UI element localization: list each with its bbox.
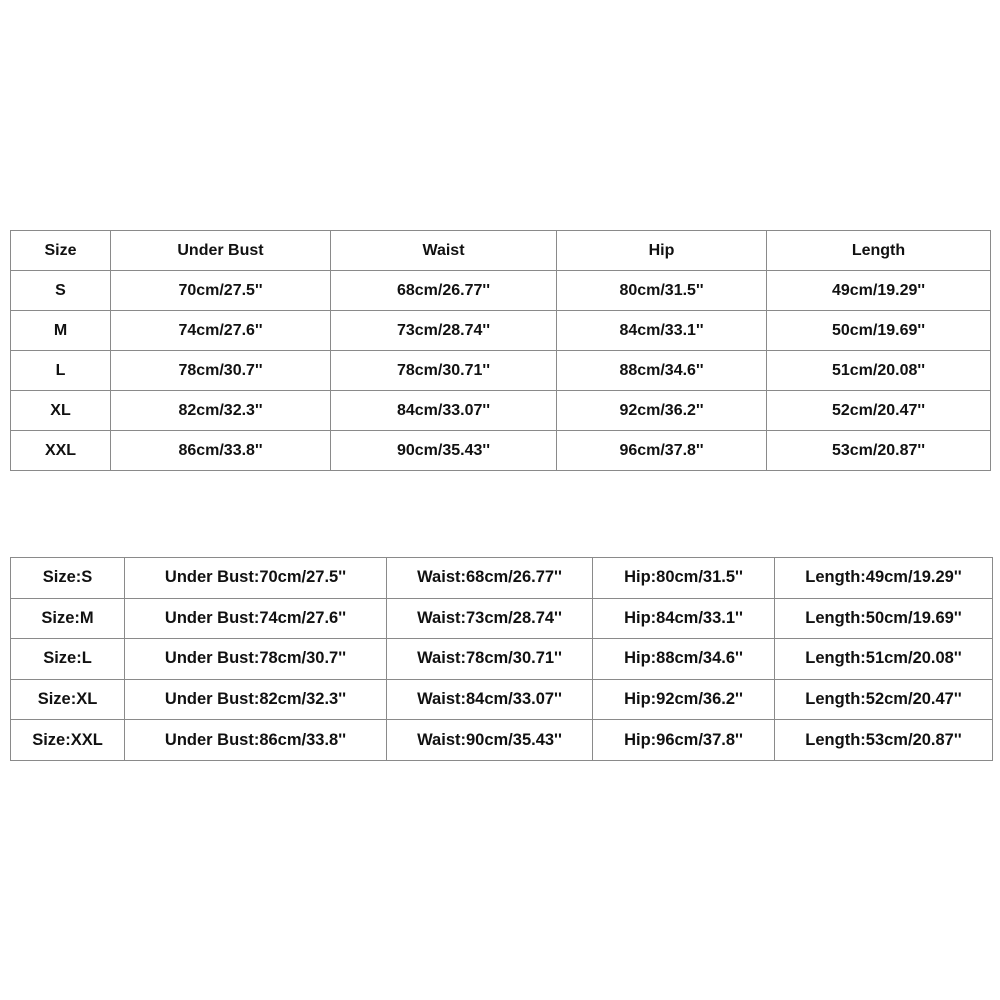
column-header-hip: Hip	[557, 231, 767, 271]
waist-cell: Waist:68cm/26.77''	[387, 558, 593, 599]
hip-cell: Hip:96cm/37.8''	[593, 720, 775, 761]
waist-cell: Waist:90cm/35.43''	[387, 720, 593, 761]
size-cell: Size:XL	[11, 679, 125, 720]
under-bust-cell: 86cm/33.8''	[111, 431, 331, 471]
table-row	[11, 271, 991, 311]
waist-cell: Waist:78cm/30.71''	[387, 639, 593, 680]
size-cell: M	[11, 311, 111, 351]
hip-cell: 88cm/34.6''	[557, 351, 767, 391]
table-row	[11, 720, 993, 761]
hip-cell: 96cm/37.8''	[557, 431, 767, 471]
length-cell: 50cm/19.69''	[767, 311, 991, 351]
under-bust-cell: 78cm/30.7''	[111, 351, 331, 391]
column-header-length: Length	[767, 231, 991, 271]
size-cell: Size:L	[11, 639, 125, 680]
length-cell: Length:52cm/20.47''	[775, 679, 993, 720]
waist-cell: 78cm/30.71''	[331, 351, 557, 391]
under-bust-cell: Under Bust:78cm/30.7''	[125, 639, 387, 680]
size-cell: S	[11, 271, 111, 311]
length-cell: Length:49cm/19.29''	[775, 558, 993, 599]
table-row	[11, 558, 993, 599]
size-chart-labeled-table	[10, 557, 993, 761]
size-chart-table	[10, 230, 991, 471]
hip-cell: 80cm/31.5''	[557, 271, 767, 311]
column-header-waist: Waist	[331, 231, 557, 271]
length-cell: 52cm/20.47''	[767, 391, 991, 431]
under-bust-cell: 70cm/27.5''	[111, 271, 331, 311]
waist-cell: 73cm/28.74''	[331, 311, 557, 351]
under-bust-cell: 74cm/27.6''	[111, 311, 331, 351]
size-cell: Size:S	[11, 558, 125, 599]
hip-cell: Hip:84cm/33.1''	[593, 598, 775, 639]
under-bust-cell: 82cm/32.3''	[111, 391, 331, 431]
length-cell: Length:51cm/20.08''	[775, 639, 993, 680]
table-row	[11, 311, 991, 351]
size-cell: Size:XXL	[11, 720, 125, 761]
table-row	[11, 391, 991, 431]
hip-cell: 84cm/33.1''	[557, 311, 767, 351]
table-row	[11, 431, 991, 471]
length-cell: 53cm/20.87''	[767, 431, 991, 471]
under-bust-cell: Under Bust:86cm/33.8''	[125, 720, 387, 761]
size-cell: L	[11, 351, 111, 391]
hip-cell: Hip:92cm/36.2''	[593, 679, 775, 720]
length-cell: Length:53cm/20.87''	[775, 720, 993, 761]
size-cell: XXL	[11, 431, 111, 471]
length-cell: 51cm/20.08''	[767, 351, 991, 391]
column-header-size: Size	[11, 231, 111, 271]
table-row	[11, 679, 993, 720]
table-row	[11, 639, 993, 680]
waist-cell: 84cm/33.07''	[331, 391, 557, 431]
under-bust-cell: Under Bust:74cm/27.6''	[125, 598, 387, 639]
table-row	[11, 598, 993, 639]
under-bust-cell: Under Bust:82cm/32.3''	[125, 679, 387, 720]
length-cell: 49cm/19.29''	[767, 271, 991, 311]
waist-cell: Waist:84cm/33.07''	[387, 679, 593, 720]
under-bust-cell: Under Bust:70cm/27.5''	[125, 558, 387, 599]
hip-cell: Hip:88cm/34.6''	[593, 639, 775, 680]
hip-cell: 92cm/36.2''	[557, 391, 767, 431]
table-header-row	[11, 231, 991, 271]
waist-cell: 68cm/26.77''	[331, 271, 557, 311]
hip-cell: Hip:80cm/31.5''	[593, 558, 775, 599]
size-cell: Size:M	[11, 598, 125, 639]
table-row	[11, 351, 991, 391]
waist-cell: Waist:73cm/28.74''	[387, 598, 593, 639]
waist-cell: 90cm/35.43''	[331, 431, 557, 471]
length-cell: Length:50cm/19.69''	[775, 598, 993, 639]
column-header-under-bust: Under Bust	[111, 231, 331, 271]
size-cell: XL	[11, 391, 111, 431]
